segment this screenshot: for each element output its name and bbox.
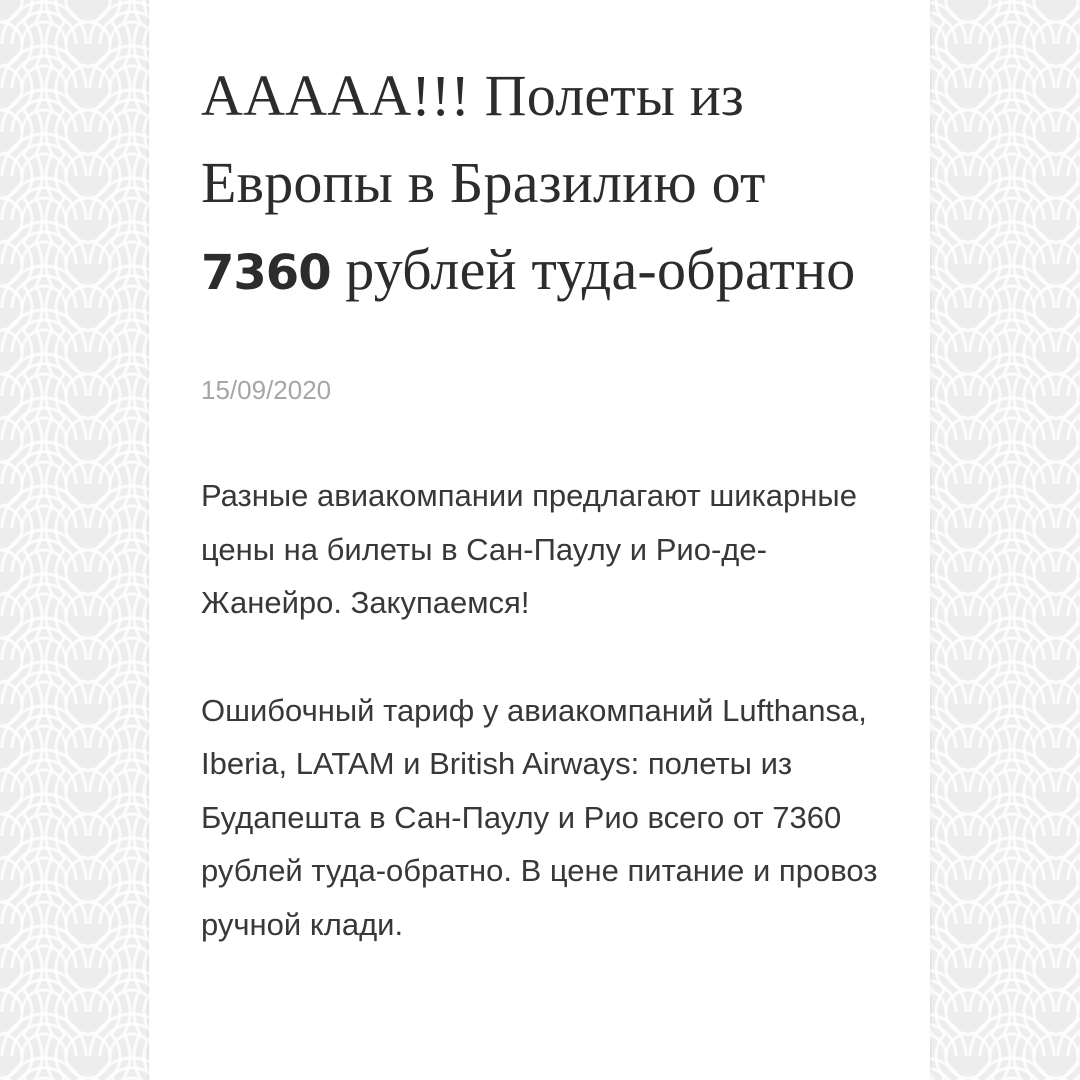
article-paragraph-intro: Разные авиакомпании предлагают шикарные цены на билеты в Сан-Паулу и Рио-де-Жанейро. Закупаемся! bbox=[201, 478, 857, 620]
article-title-start: ААААА!!! Полеты из Европы в Бразилию от bbox=[201, 63, 766, 215]
article-title-price: 7360 bbox=[201, 245, 331, 301]
article-paragraph-details: Ошибочный тариф у авиакомпаний Lufthansa, Iberia, LATAM и British Airways: полеты из Будапешта в Сан-Паулу и Рио всего от 7360 рублей туда-обратно. В цене питание и провоз ручной клади. bbox=[201, 692, 878, 942]
article-title-end: рублей туда-обратно bbox=[330, 237, 856, 302]
article-body bbox=[201, 469, 890, 951]
article-card bbox=[149, 0, 930, 1080]
article-title bbox=[201, 52, 890, 317]
article-date: 15/09/2020 bbox=[201, 375, 332, 405]
